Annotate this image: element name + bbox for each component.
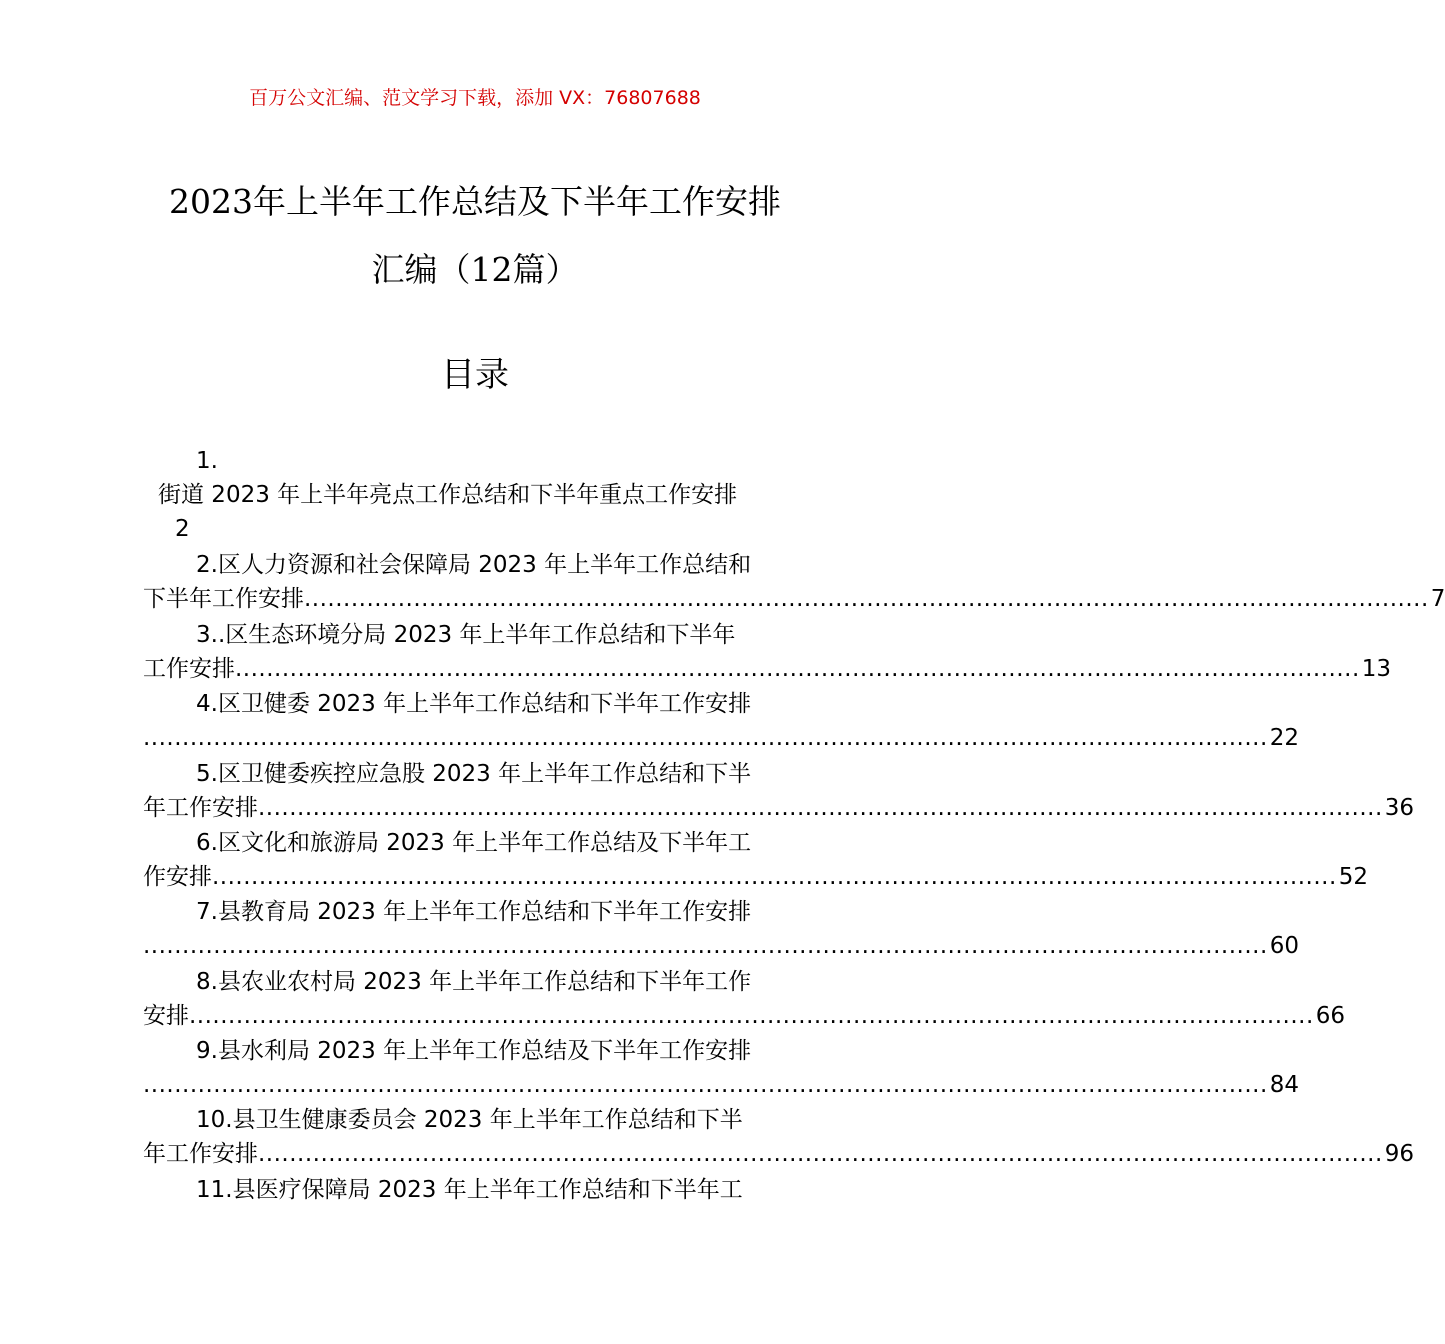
toc-entry-9-line-1[interactable]: 9.县水利局 2023 年上半年工作总结及下半年工作安排 bbox=[196, 1038, 752, 1064]
toc-leader: ................................................................................................................................................ bbox=[143, 933, 1268, 959]
toc-entry-10-page: 96 bbox=[1384, 1141, 1415, 1167]
toc-entry-8-page: 66 bbox=[1315, 1003, 1346, 1029]
toc-entry-9-page: 84 bbox=[1269, 1072, 1300, 1098]
toc-entry-11-line-1[interactable]: 11.县医疗保障局 2023 年上半年工作总结和下半年工 bbox=[196, 1177, 743, 1203]
toc-heading: 目录 bbox=[441, 355, 509, 395]
toc-entry-8-line-2[interactable] bbox=[143, 999, 1346, 1033]
toc-entry-6-line-2[interactable] bbox=[143, 860, 1369, 894]
toc-leader: ................................................................................................................................................ bbox=[235, 656, 1360, 682]
toc-entry-7-page: 60 bbox=[1269, 933, 1300, 959]
toc-entry-2-text: 下半年工作安排 bbox=[143, 586, 304, 612]
toc-leader: ................................................................................................................................................ bbox=[304, 586, 1429, 612]
toc-entry-8-text: 安排 bbox=[143, 1003, 189, 1029]
toc-entry-8-line-1[interactable]: 8.县农业农村局 2023 年上半年工作总结和下半年工作 bbox=[196, 969, 752, 995]
toc-entry-5-page: 36 bbox=[1384, 795, 1415, 821]
toc-entry-4-line-1[interactable]: 4.区卫健委 2023 年上半年工作总结和下半年工作安排 bbox=[196, 691, 752, 717]
document-title-line-1 bbox=[0, 180, 950, 224]
toc-entry-3-page: 13 bbox=[1361, 656, 1392, 682]
toc-entry-3-line-2[interactable] bbox=[143, 652, 1392, 686]
toc-entry-7-line-2[interactable] bbox=[143, 929, 1300, 963]
toc-entry-1-page[interactable]: 2 bbox=[175, 516, 190, 542]
toc-leader: ................................................................................................................................................ bbox=[143, 725, 1268, 751]
toc-entry-10-line-1[interactable]: 10.县卫生健康委员会 2023 年上半年工作总结和下半 bbox=[196, 1107, 743, 1133]
toc-entry-5-text: 年工作安排 bbox=[143, 795, 258, 821]
toc-leader: ................................................................................................................................................ bbox=[258, 1141, 1383, 1167]
toc-leader: ................................................................................................................................................ bbox=[143, 1072, 1268, 1098]
title-line2-prefix: 汇编（ bbox=[371, 250, 471, 289]
toc-entry-1-line-2[interactable]: 街道 2023 年上半年亮点工作总结和下半年重点工作安排 bbox=[158, 482, 738, 508]
toc-entry-2-page: 7 bbox=[1430, 586, 1445, 612]
title-line2-suffix: 篇） bbox=[512, 250, 579, 289]
toc-leader: ................................................................................................................................................ bbox=[258, 795, 1383, 821]
toc-entry-4-page: 22 bbox=[1269, 725, 1300, 751]
toc-entry-2-line-2[interactable] bbox=[143, 582, 1445, 616]
toc-entry-3-text: 工作安排 bbox=[143, 656, 235, 682]
title-line1-rest: 年上半年工作总结及下半年工作安排 bbox=[252, 182, 781, 221]
toc-entry-2-line-1[interactable]: 2.区人力资源和社会保障局 2023 年上半年工作总结和 bbox=[196, 552, 752, 578]
toc-entry-1-line-1[interactable]: 1. bbox=[196, 448, 218, 474]
toc-leader: ................................................................................................................................................ bbox=[212, 864, 1337, 890]
toc-entry-10-line-2[interactable] bbox=[143, 1137, 1415, 1171]
toc-entry-6-text: 作安排 bbox=[143, 864, 212, 890]
toc-leader: ................................................................................................................................................ bbox=[189, 1003, 1314, 1029]
toc-entry-10-text: 年工作安排 bbox=[143, 1141, 258, 1167]
document-title-line-2 bbox=[0, 248, 950, 292]
toc-entry-6-line-1[interactable]: 6.区文化和旅游局 2023 年上半年工作总结及下半年工 bbox=[196, 830, 752, 856]
title-year: 2023 bbox=[169, 182, 253, 221]
toc-entry-3-line-1[interactable]: 3..区生态环境分局 2023 年上半年工作总结和下半年 bbox=[196, 622, 736, 648]
header-note: 百万公文汇编、范文学习下载，添加 VX：76807688 bbox=[249, 87, 701, 109]
toc-entry-9-line-2[interactable] bbox=[143, 1068, 1300, 1102]
toc-entry-4-line-2[interactable] bbox=[143, 721, 1300, 755]
toc-entry-5-line-1[interactable]: 5.区卫健委疾控应急股 2023 年上半年工作总结和下半 bbox=[196, 761, 752, 787]
toc-entry-7-line-1[interactable]: 7.县教育局 2023 年上半年工作总结和下半年工作安排 bbox=[196, 899, 752, 925]
title-count: 12 bbox=[470, 250, 513, 289]
toc-entry-6-page: 52 bbox=[1338, 864, 1369, 890]
toc-entry-5-line-2[interactable] bbox=[143, 791, 1415, 825]
